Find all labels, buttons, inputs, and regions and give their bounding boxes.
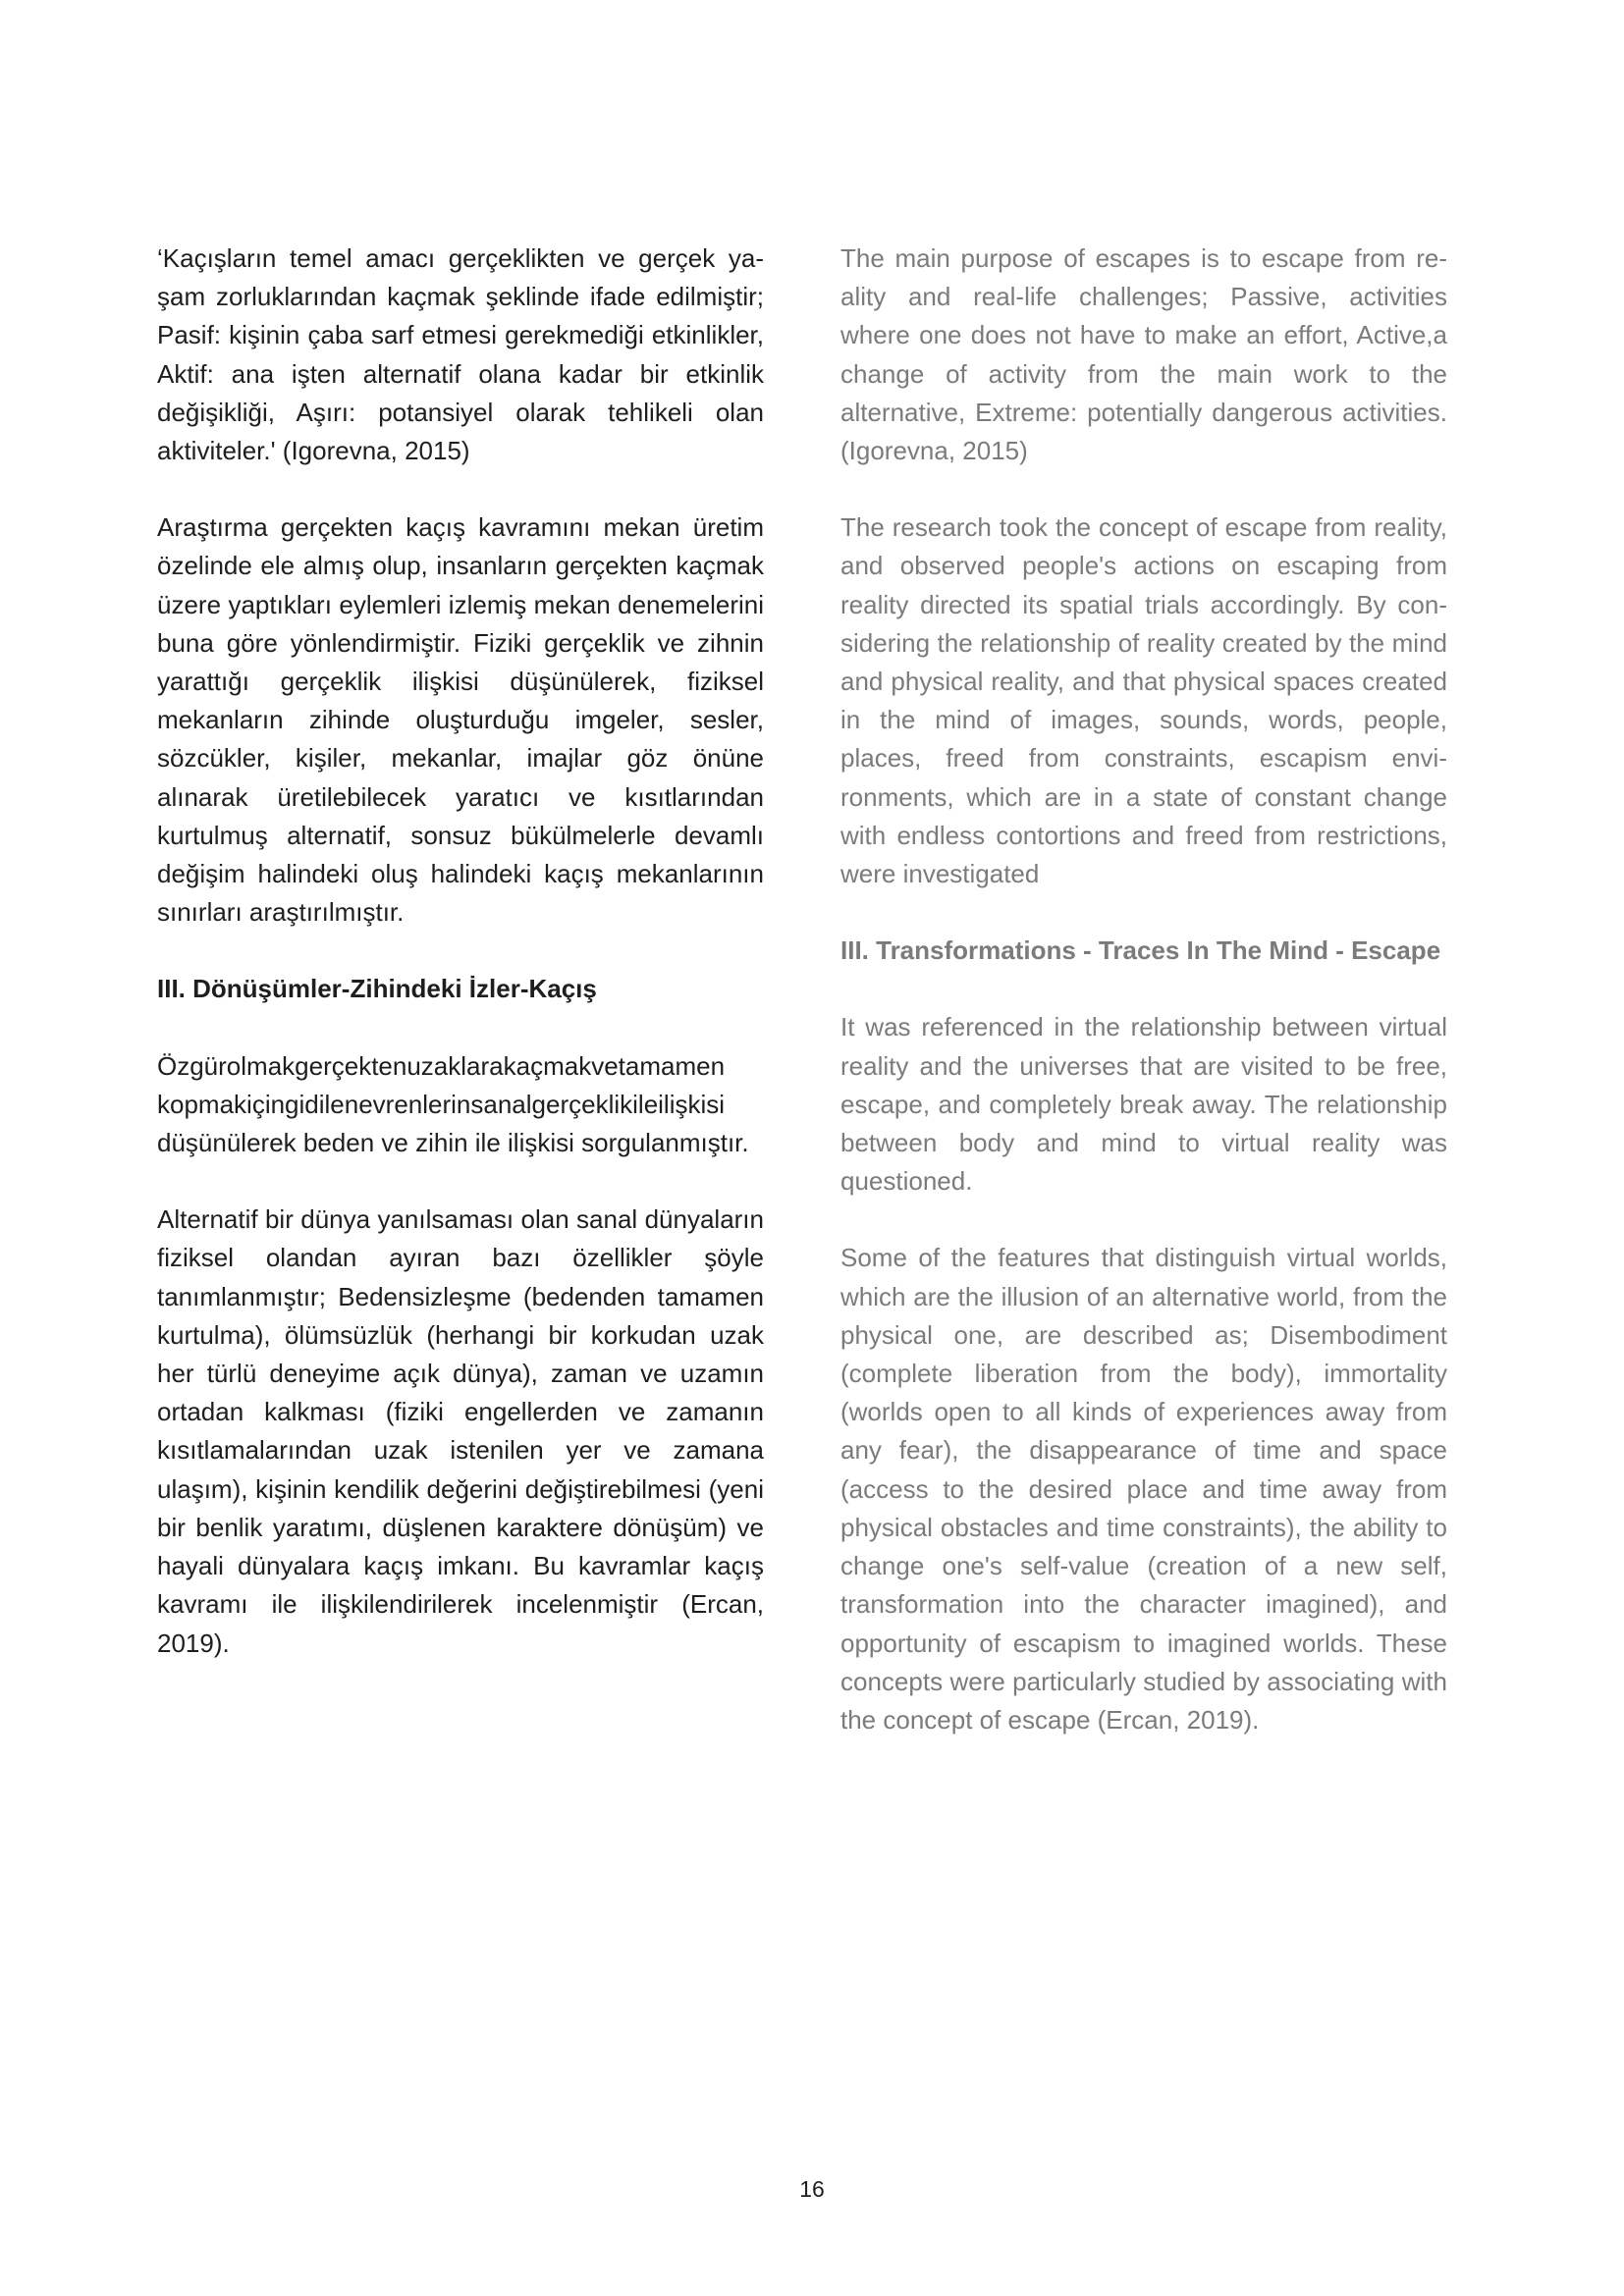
page-number: 16 [799, 2176, 825, 2202]
tr-paragraph-igorevna-quote: ‘Kaçışların temel amacı gerçeklikten ve gerçek yaşam zorluklarından kaçmak şeklinde ifade edilmiştir; Pasif: kişinin çaba sarf etmesi gerekmediği etkinlikler, Aktif: ana işten alternatif olana kadar bir etkinlik değişikliği, Aşırı: potansiyel olarak tehlikeli olan aktiviteler.' (Igorevna, 2015) [157, 243, 764, 466]
en-paragraph-virtual-worlds-features: Some of the features that distinguish virtual worlds, which are the illusion of an alternative world, from the physical one, are described as; Disembodiment (complete liberation from the body), immortality (worlds open to all kinds of experiences away from any fear), the disappearance of time and space (access to the desired place and time away from physical obstacles and time constraints), the ability to change one's self-value (creation of a new self, transformation into the character imagined), and opportunity of escapism to imagined worlds. These concepts were particularly studied by associating with the concept of escape (Ercan, 2019). [840, 1243, 1447, 1735]
tr-paragraph-virtual-reality: Özgürolmakgerçektenuzaklarakaçmakvetamamen kopmakiçingidilenevrenlerinsanalgerçeklikileilişkisi düşünülerek beden ve zihin ile ilişkisi sorgulanmıştır. [157, 1050, 749, 1158]
english-text-column [840, 240, 1447, 1778]
en-paragraph-virtual-reality: It was referenced in the relationship between virtual reality and the universes that are visited to be free, escape, and completely break away. The relationship between body and mind to virtual reality was questioned. [840, 1012, 1447, 1197]
en-paragraph-research-escape: The research took the concept of escape from reality, and observed people's actions on escaping from reality directed its spatial trials accordingly. By considering the relationship of reality created by the mind and physical reality, and that physical spaces created in the mind of images, sounds, words, people, places, freed from constraints, escapism environments, which are in a state of constant change with endless contortions and freed from restrictions, were investigated [840, 512, 1447, 889]
turkish-text-column [157, 240, 764, 1701]
tr-section-heading: III. Dönüşümler-Zihindeki İzler-Kaçış [157, 974, 597, 1004]
en-paragraph-igorevna-quote: The main purpose of escapes is to escape from reality and real-life challenges; Passive, activities where one does not have to make an effort, Active,a change of activity from the main work to the alternative, Extreme: potentially dangerous activities. (Igorevna, 2015) [840, 243, 1447, 466]
tr-paragraph-research-escape: Araştırma gerçekten kaçış kavramını mekan üretim özelinde ele almış olup, insanların gerçekten kaçmak üzere yaptıkları eylemleri izlemiş mekan denemelerini buna göre yönlendirmiştir. Fiziki gerçeklik ve zihnin yarattığı gerçeklik ilişkisi düşünülerek, fiziksel mekanların zihinde oluşturduğu imgeler, sesler, sözcükler, kişiler, mekanlar, imajlar göz önüne alınarak üretilebilecek yaratıcı ve kısıtlarından kurtulmuş alternatif, sonsuz bükülmelerle devamlı değişim halindeki oluş halindeki kaçış mekanlarının sınırları araştırılmıştır. [157, 512, 764, 928]
en-section-heading: III. Transformations - Traces In The Mind - Escape [840, 935, 1441, 966]
tr-paragraph-virtual-worlds-features: Alternatif bir dünya yanılsaması olan sanal dünyaların fiziksel olandan ayıran bazı özellikler şöyle tanımlanmıştır; Bedensizleşme (bedenden tamamen kurtulma), ölümsüzlük (herhangi bir korkudan uzak her türlü deneyime açık dünya), zaman ve uzamın ortadan kalkması (fiziki engellerden ve zamanın kısıtlamalarından uzak istenilen yer ve zamana ulaşım), kişinin kendilik değerini değiştirebilmesi (yeni bir benlik yaratımı, düşlenen karaktere dönüşüm) ve hayali dünyalara kaçış imkanı. Bu kavramlar kaçış kavramı ile ilişkilendirilerek incelenmiştir (Ercan, 2019). [157, 1204, 764, 1658]
